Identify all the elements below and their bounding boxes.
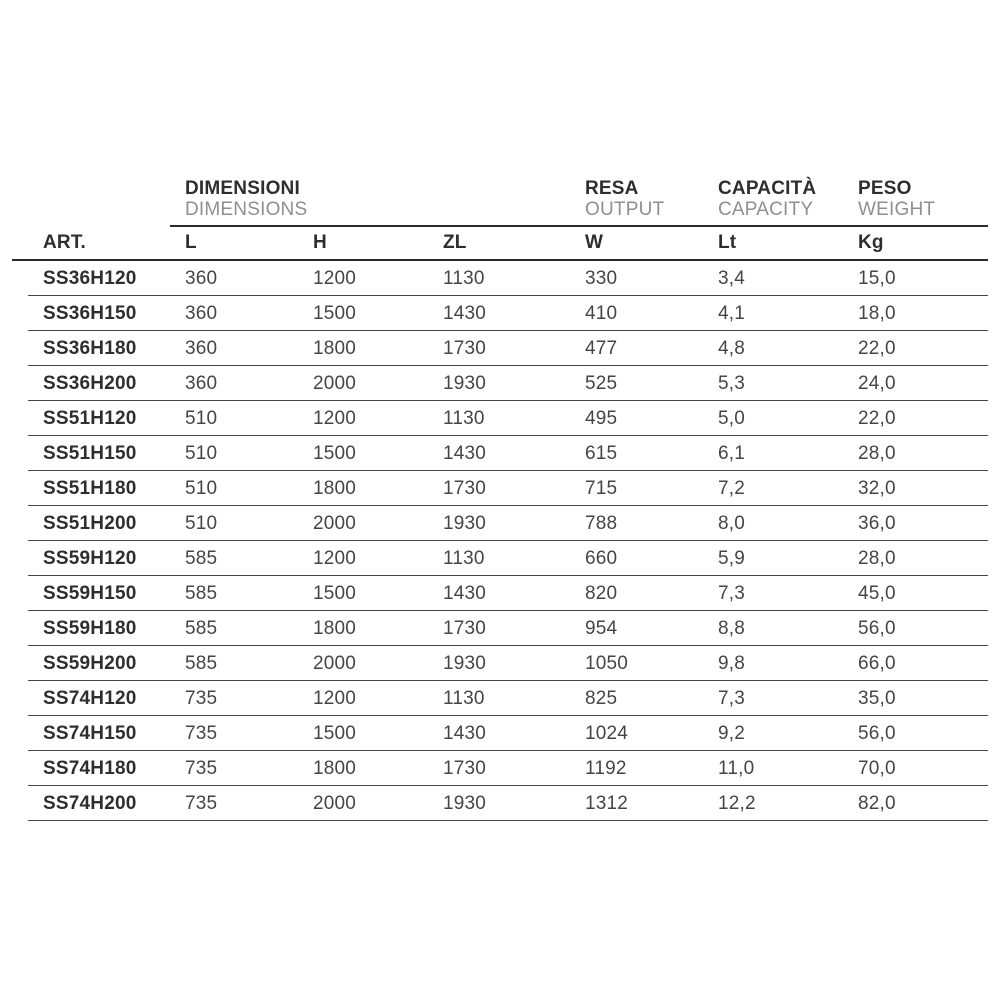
column-header-h: H <box>313 232 327 253</box>
column-header-row <box>12 227 988 261</box>
value-cell: 36,0 <box>858 512 896 534</box>
value-cell: 585 <box>185 617 218 639</box>
value-cell: 9,2 <box>718 722 746 744</box>
table-row <box>12 296 988 331</box>
art-code: SS59H150 <box>43 582 137 604</box>
value-cell: 1430 <box>443 582 487 604</box>
value-cell: 8,0 <box>718 512 746 534</box>
group-subtitle: WEIGHT <box>858 199 936 220</box>
group-title: CAPACITÀ <box>718 178 817 199</box>
table-row <box>12 716 988 751</box>
value-cell: 820 <box>585 582 618 604</box>
column-header-zl: ZL <box>443 232 467 253</box>
value-cell: 15,0 <box>858 267 896 289</box>
group-spacer <box>12 173 170 227</box>
value-cell: 735 <box>185 757 218 779</box>
art-code: SS51H200 <box>43 512 137 534</box>
group-title: RESA <box>585 178 639 199</box>
value-cell: 525 <box>585 372 618 394</box>
art-code: SS51H150 <box>43 442 137 464</box>
value-cell: 8,8 <box>718 617 746 639</box>
value-cell: 510 <box>185 512 218 534</box>
art-code: SS51H180 <box>43 477 137 499</box>
value-cell: 1024 <box>585 722 629 744</box>
value-cell: 1930 <box>443 512 487 534</box>
value-cell: 510 <box>185 477 218 499</box>
value-cell: 1130 <box>443 547 485 569</box>
value-cell: 1800 <box>313 617 357 639</box>
value-cell: 1730 <box>443 757 487 779</box>
table-row <box>12 751 988 786</box>
value-cell: 585 <box>185 547 218 569</box>
value-cell: 1730 <box>443 617 487 639</box>
value-cell: 1800 <box>313 757 357 779</box>
art-code: SS74H150 <box>43 722 137 744</box>
value-cell: 360 <box>185 372 218 394</box>
art-code: SS74H180 <box>43 757 137 779</box>
value-cell: 2000 <box>313 512 357 534</box>
value-cell: 5,0 <box>718 407 746 429</box>
art-code: SS74H120 <box>43 687 137 709</box>
group-subtitle: DIMENSIONS <box>185 199 308 220</box>
value-cell: 585 <box>185 582 218 604</box>
table-row <box>12 401 988 436</box>
value-cell: 18,0 <box>858 302 896 324</box>
value-cell: 585 <box>185 652 218 674</box>
value-cell: 22,0 <box>858 407 896 429</box>
value-cell: 360 <box>185 267 218 289</box>
column-header-w: W <box>585 232 604 253</box>
column-group-weight <box>843 178 988 225</box>
column-group-capacity <box>703 178 843 225</box>
value-cell: 1312 <box>585 792 629 814</box>
value-cell: 1500 <box>313 302 357 324</box>
value-cell: 4,1 <box>718 302 746 324</box>
value-cell: 35,0 <box>858 687 896 709</box>
value-cell: 735 <box>185 722 218 744</box>
value-cell: 1800 <box>313 477 357 499</box>
table-row <box>12 646 988 681</box>
value-cell: 1430 <box>443 442 487 464</box>
value-cell: 1130 <box>443 407 485 429</box>
art-code: SS36H120 <box>43 267 137 289</box>
column-group-row <box>12 173 988 227</box>
value-cell: 3,4 <box>718 267 746 289</box>
column-header-lt: Lt <box>718 232 737 253</box>
value-cell: 1200 <box>313 267 357 289</box>
value-cell: 4,8 <box>718 337 746 359</box>
value-cell: 477 <box>585 337 618 359</box>
table-row <box>12 471 988 506</box>
value-cell: 7,3 <box>718 582 746 604</box>
group-subtitle: OUTPUT <box>585 199 665 220</box>
value-cell: 2000 <box>313 792 357 814</box>
value-cell: 360 <box>185 337 218 359</box>
value-cell: 5,3 <box>718 372 746 394</box>
value-cell: 360 <box>185 302 218 324</box>
value-cell: 1500 <box>313 442 357 464</box>
value-cell: 1500 <box>313 722 357 744</box>
table-row <box>12 261 988 296</box>
value-cell: 825 <box>585 687 618 709</box>
art-code: SS74H200 <box>43 792 137 814</box>
value-cell: 28,0 <box>858 547 896 569</box>
value-cell: 1930 <box>443 792 487 814</box>
value-cell: 1200 <box>313 687 357 709</box>
value-cell: 1930 <box>443 372 487 394</box>
value-cell: 1192 <box>585 757 627 779</box>
value-cell: 70,0 <box>858 757 896 779</box>
column-header-l: L <box>185 232 197 253</box>
table-body <box>12 261 988 821</box>
value-cell: 410 <box>585 302 618 324</box>
value-cell: 735 <box>185 687 218 709</box>
table-row <box>12 786 988 821</box>
value-cell: 1730 <box>443 477 487 499</box>
value-cell: 1430 <box>443 302 487 324</box>
table-row <box>12 611 988 646</box>
value-cell: 32,0 <box>858 477 896 499</box>
value-cell: 66,0 <box>858 652 896 674</box>
table-row <box>12 506 988 541</box>
art-code: SS36H150 <box>43 302 137 324</box>
value-cell: 11,0 <box>718 757 755 779</box>
column-group-output <box>570 178 703 225</box>
value-cell: 495 <box>585 407 618 429</box>
value-cell: 24,0 <box>858 372 896 394</box>
group-subtitle: CAPACITY <box>718 199 814 220</box>
value-cell: 1800 <box>313 337 357 359</box>
column-header-art: ART. <box>43 232 87 253</box>
art-code: SS51H120 <box>43 407 137 429</box>
value-cell: 1050 <box>585 652 629 674</box>
value-cell: 788 <box>585 512 618 534</box>
table-row <box>12 366 988 401</box>
value-cell: 715 <box>585 477 618 499</box>
value-cell: 1130 <box>443 267 485 289</box>
value-cell: 1200 <box>313 407 357 429</box>
value-cell: 510 <box>185 407 218 429</box>
art-code: SS59H120 <box>43 547 137 569</box>
value-cell: 510 <box>185 442 218 464</box>
table-row <box>12 681 988 716</box>
group-cells <box>170 173 988 227</box>
spec-table <box>12 173 988 821</box>
value-cell: 1130 <box>443 687 485 709</box>
value-cell: 1200 <box>313 547 357 569</box>
column-group-dimensions <box>170 178 570 225</box>
table-row <box>12 576 988 611</box>
value-cell: 2000 <box>313 652 357 674</box>
value-cell: 5,9 <box>718 547 746 569</box>
value-cell: 6,1 <box>718 442 746 464</box>
value-cell: 45,0 <box>858 582 896 604</box>
value-cell: 1930 <box>443 652 487 674</box>
value-cell: 1500 <box>313 582 357 604</box>
value-cell: 1730 <box>443 337 487 359</box>
value-cell: 82,0 <box>858 792 896 814</box>
art-code: SS59H180 <box>43 617 137 639</box>
value-cell: 22,0 <box>858 337 896 359</box>
value-cell: 1430 <box>443 722 487 744</box>
value-cell: 12,2 <box>718 792 756 814</box>
value-cell: 954 <box>585 617 618 639</box>
value-cell: 735 <box>185 792 218 814</box>
value-cell: 56,0 <box>858 617 896 639</box>
value-cell: 2000 <box>313 372 357 394</box>
value-cell: 9,8 <box>718 652 746 674</box>
art-code: SS36H180 <box>43 337 137 359</box>
table-row <box>12 541 988 576</box>
value-cell: 615 <box>585 442 618 464</box>
group-title: PESO <box>858 178 912 199</box>
value-cell: 28,0 <box>858 442 896 464</box>
table-row <box>12 436 988 471</box>
art-code: SS59H200 <box>43 652 137 674</box>
value-cell: 56,0 <box>858 722 896 744</box>
group-title: DIMENSIONI <box>185 178 300 199</box>
value-cell: 660 <box>585 547 618 569</box>
art-code: SS36H200 <box>43 372 137 394</box>
table-row <box>12 331 988 366</box>
value-cell: 7,3 <box>718 687 746 709</box>
value-cell: 330 <box>585 267 618 289</box>
column-header-kg: Kg <box>858 232 884 253</box>
value-cell: 7,2 <box>718 477 746 499</box>
